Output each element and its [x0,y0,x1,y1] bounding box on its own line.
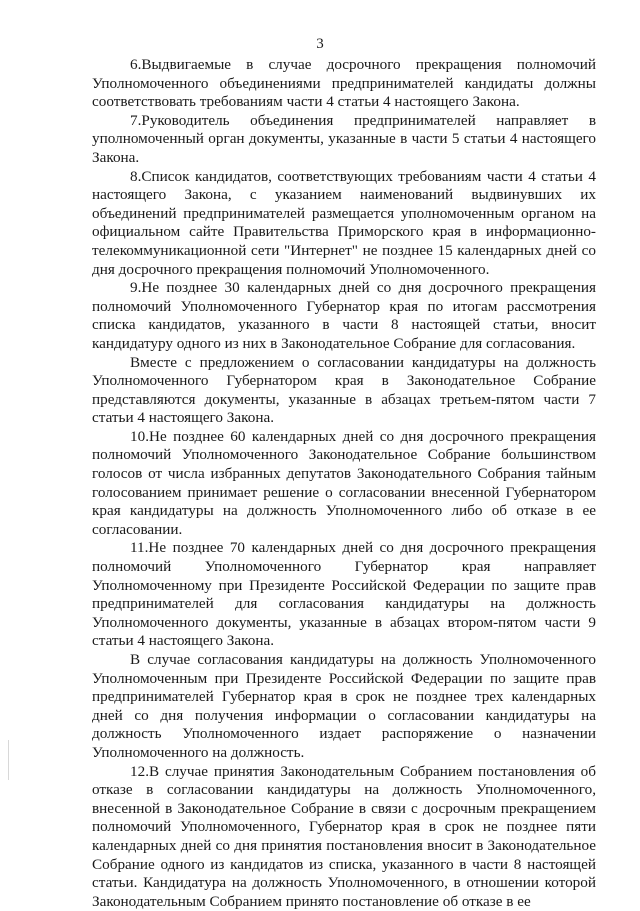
page-number: 3 [316,36,324,52]
paragraph-part-6: 6.Выдвигаемые в случае досрочного прекращения полномочий Уполномоченного объединениями предпринимателей кандидаты должны соответствовать требованиям части 4 статьи 4 настоящего Закона. [92,56,596,111]
paragraph-part-10: 10.Не позднее 60 календарных дней со дня досрочного прекращения полномочий Уполномоченного Законодательное Собрание большинством голосов от числа избранных депутатов Законодательного Собрания тайным голосованием принимает решение о согласовании внесенной Губернатором края кандидатуры на должность Уполномоченного либо об отказе в ее согласовании. [92,427,596,538]
paragraph-part-7: 7.Руководитель объединения предпринимателей направляет в уполномоченный орган документы, указанные в части 5 статьи 4 настоящего Закона. [92,111,596,166]
paragraph-part-9: 9.Не позднее 30 календарных дней со дня досрочного прекращения полномочий Уполномоченного Губернатор края по итогам рассмотрения списка кандидатов, указанного в части 8 настоящей статьи, вносит кандидатуру одного из них в Законодательное Собрание для согласования. [92,279,596,352]
paragraph-part-11-continued: В случае согласования кандидатуры на должность Уполномоченного Уполномоченным при Президенте Российской Федерации по защите прав предпринимателей Губернатор края в срок не позднее трех календарных дней со дня получения информации о согласовании кандидатуры на должность Уполномоченного издает распоряжение о назначении Уполномоченного на должность. [92,651,596,761]
scan-margin-mark [8,740,9,780]
paragraph-part-8: 8.Список кандидатов, соответствующих требованиям части 4 статьи 4 настоящего Закона, с указанием наименований выдвинувших их объединений предпринимателей размещается уполномоченным органом на официальном сайте Правительства Приморского края в информационно-телекоммуникационной сети "Интернет" не позднее 15 календарных дней со дня досрочного прекращения полномочий Уполномоченного. [92,167,596,278]
paragraph-part-9-continued: Вместе с предложением о согласовании кандидатуры на должность Уполномоченного Губернатором края в Законодательное Собрание представляются документы, указанные в абзацах третьем-пятом части 7 статьи 4 настоящего Закона. [92,353,596,427]
paragraph-part-11: 11.Не позднее 70 календарных дней со дня досрочного прекращения полномочий Уполномоченного Губернатор края направляет Уполномоченному при Президенте Российской Федерации по защите прав предпринимателей для согласования кандидатуры на должность Уполномоченного документы, указанные в абзацах втором-пятом части 9 статьи 4 настоящего Закона. [92,539,596,650]
paragraph-part-12: 12.В случае принятия Законодательным Собранием постановления об отказе в согласовании кандидатуры на должность Уполномоченного, внесенной в Законодательное Собрание в связи с досрочным прекращением полномочий Уполномоченного, Губернатор края в срок не позднее пяти календарных дней со дня принятия постановления вносит в Законодательное Собрание одного из кандидатов из списка, указанного в части 8 настоящей статьи. Кандидатура на должность Уполномоченного, в отношении которой Законодательным Собранием принято постановление об отказе в ее [92,762,596,910]
document-body [92,56,596,911]
